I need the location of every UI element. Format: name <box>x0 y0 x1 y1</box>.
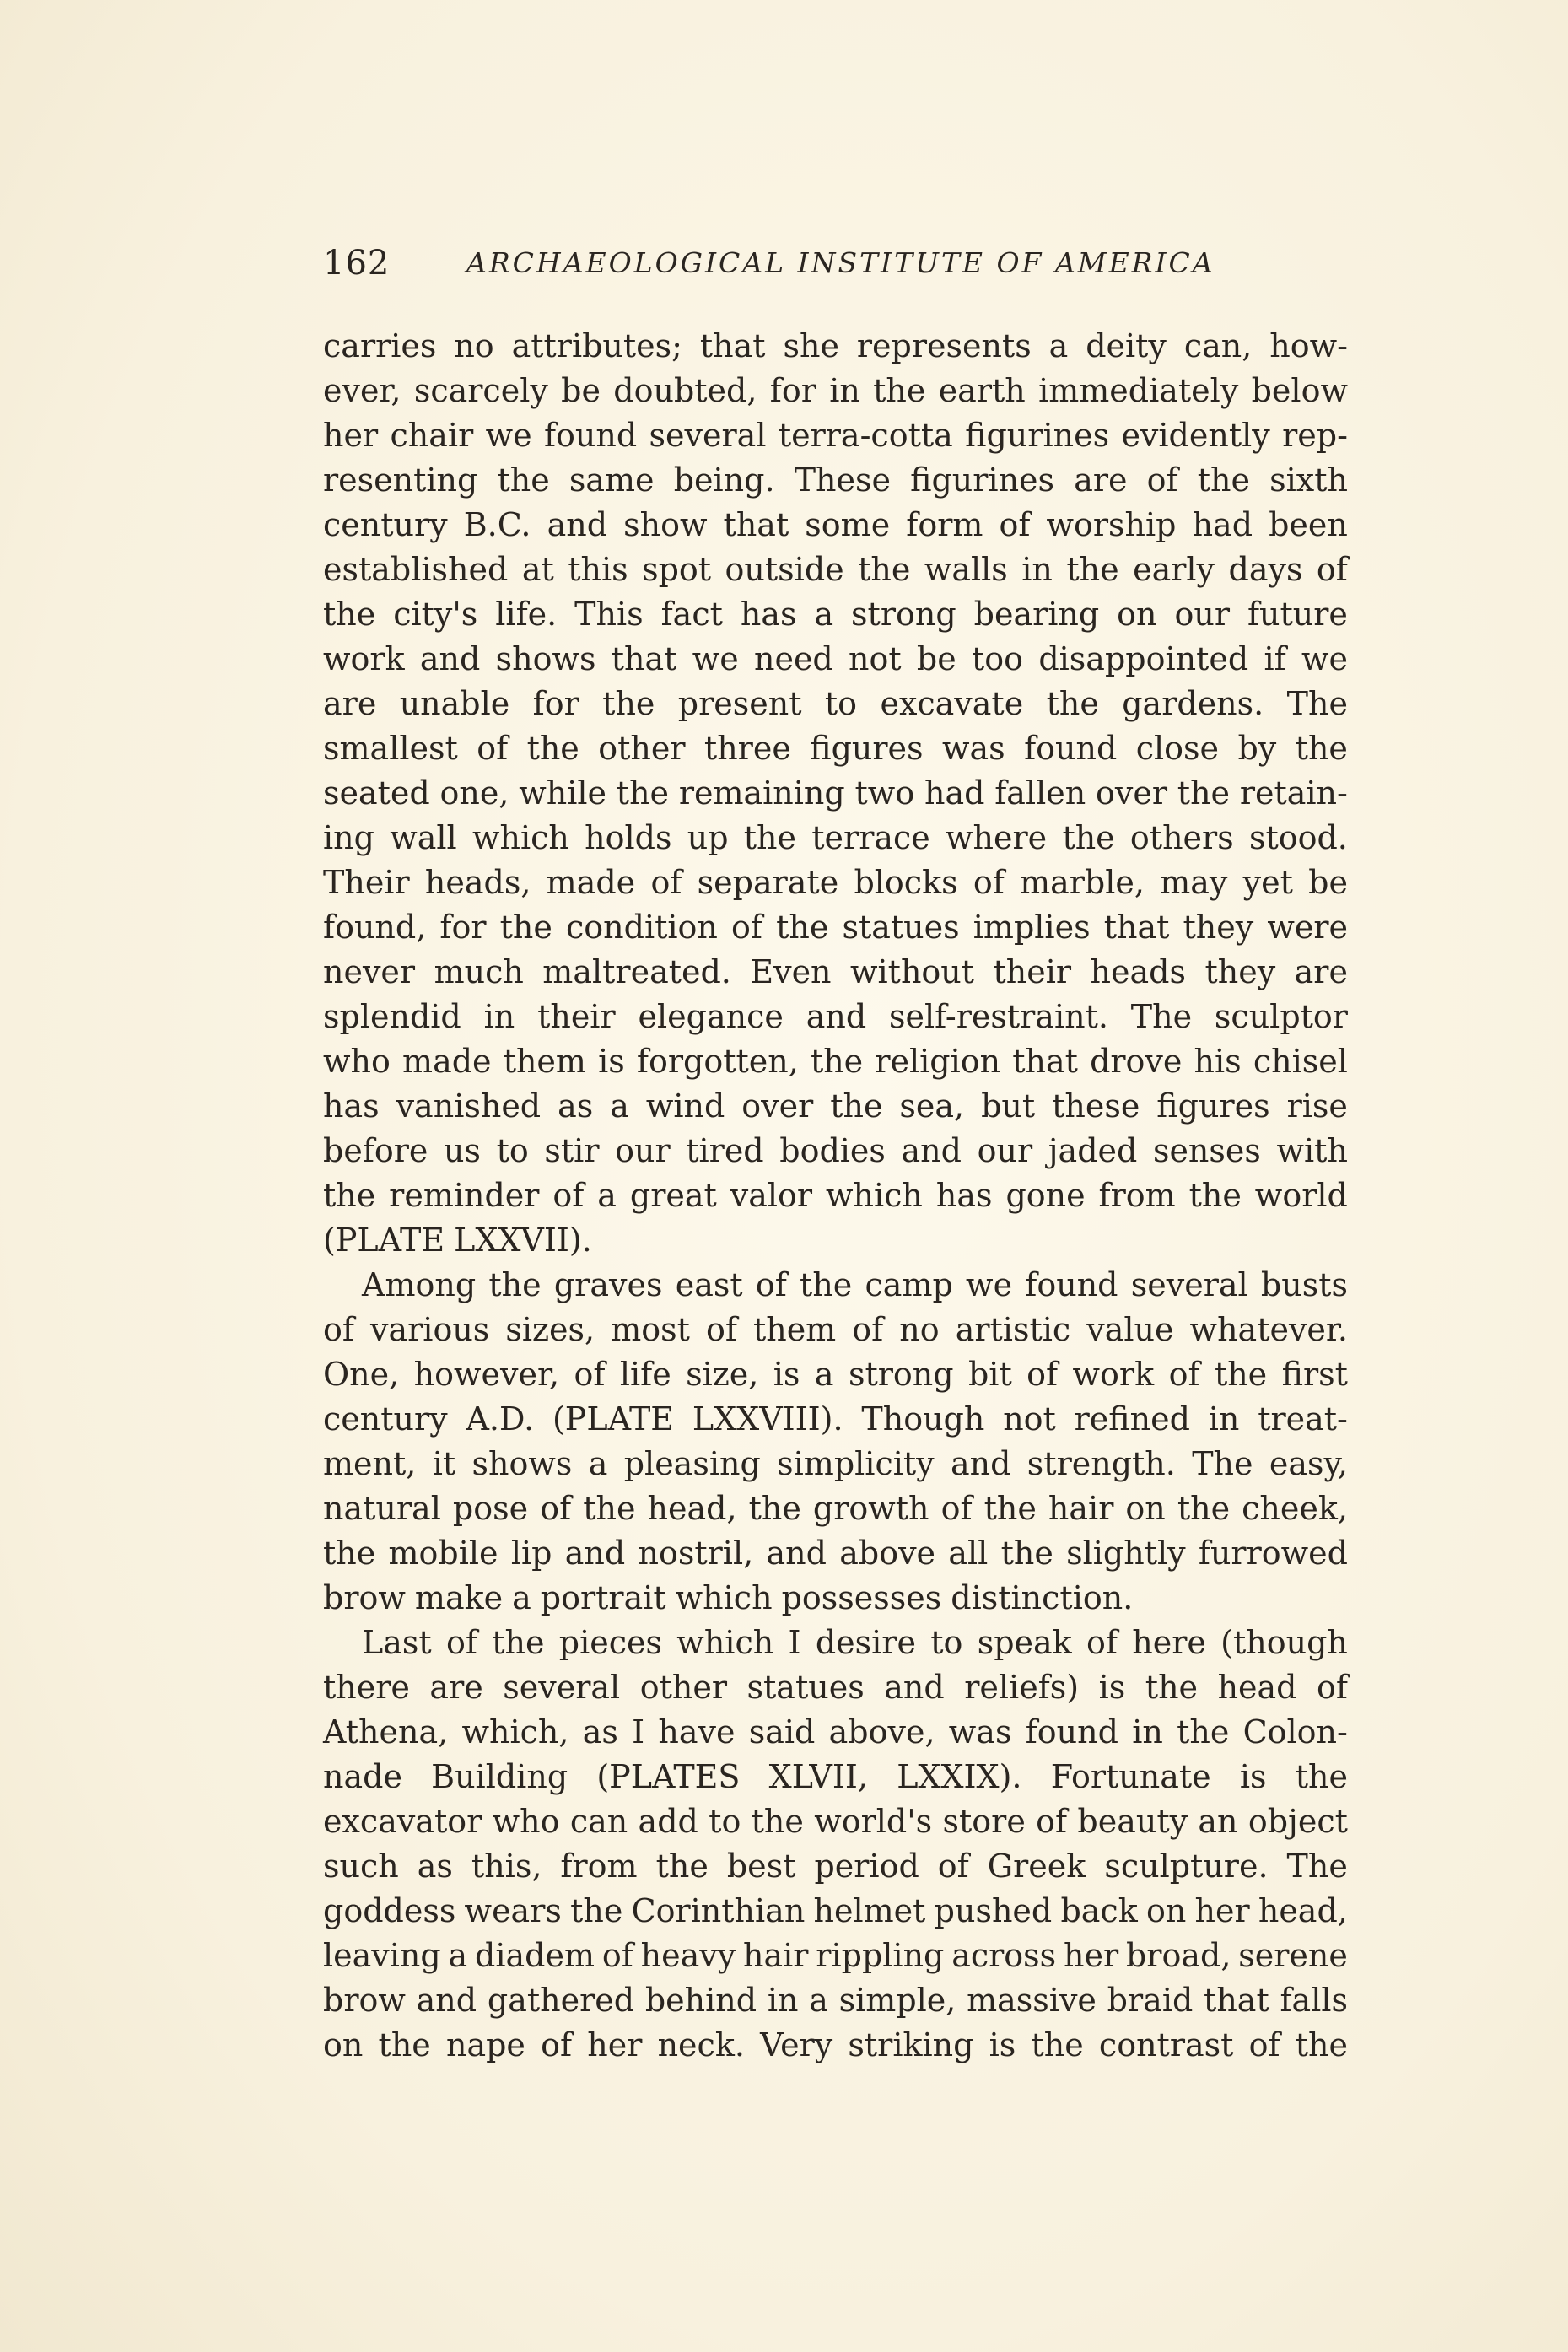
text-line: such as this, from the best period of Greek sculpture. The <box>323 1848 1348 1885</box>
text-line: smallest of the other three figures was found close by the <box>323 730 1348 767</box>
text-line: century A.D. (PLATE LXXVIII). Though not refined in treat- <box>323 1400 1348 1438</box>
text-line: established at this spot outside the walls in the early days of <box>323 551 1348 588</box>
text-line: Athena, which, as I have said above, was found in the Colon- <box>323 1713 1348 1751</box>
text-line: the reminder of a great valor which has gone from the world <box>323 1177 1348 1214</box>
text-line: century B.C. and show that some form of worship had been <box>323 506 1348 543</box>
text-line: Their heads, made of separate blocks of marble, may yet be <box>323 864 1348 901</box>
text-line: nade Building (PLATES XLVII, LXXIX). Fortunate is the <box>323 1758 1348 1795</box>
text-line: of various sizes, most of them of no artistic value whatever. <box>323 1311 1348 1348</box>
text-line: who made them is forgotten, the religion that drove his chisel <box>323 1043 1348 1080</box>
text-line: the city's life. This fact has a strong bearing on our future <box>323 596 1348 633</box>
text-line: Last of the pieces which I desire to speak of here (though <box>362 1624 1348 1661</box>
page-number: 162 <box>323 244 391 283</box>
text-line: has vanished as a wind over the sea, but these figures rise <box>323 1087 1348 1125</box>
text-line: splendid in their elegance and self-restraint. The sculptor <box>323 998 1348 1035</box>
text-line: ing wall which holds up the terrace where the others stood. <box>323 819 1348 856</box>
text-line: before us to stir our tired bodies and our jaded senses with <box>323 1132 1348 1169</box>
text-line: on the nape of her neck. Very striking is the contrast of the <box>323 2026 1348 2063</box>
text-line: brow and gathered behind in a simple, massive braid that falls <box>323 1982 1348 2019</box>
text-line: brow make a portrait which possesses distinction. <box>323 1579 1134 1616</box>
text-line: the mobile lip and nostril, and above all the slightly furrowed <box>323 1535 1348 1572</box>
text-line: leaving a diadem of heavy hair rippling across her broad, serene <box>323 1937 1348 1974</box>
text-line: work and shows that we need not be too disappointed if we <box>323 640 1348 677</box>
text-line: excavator who can add to the world's store of beauty an object <box>323 1803 1348 1840</box>
text-line: goddess wears the Corinthian helmet pushed back on her head, <box>323 1892 1348 1929</box>
text-line: carries no attributes; that she represents a deity can, how- <box>323 327 1348 364</box>
text-line: ment, it shows a pleasing simplicity and strength. The easy, <box>323 1445 1348 1482</box>
text-line: ever, scarcely be doubted, for in the earth immediately below <box>323 372 1348 409</box>
text-line: One, however, of life size, is a strong bit of work of the first <box>323 1356 1348 1393</box>
text-line: found, for the condition of the statues implies that they were <box>323 909 1348 946</box>
body-text <box>323 324 1348 2068</box>
text-line: resenting the same being. These figurines are of the sixth <box>323 461 1348 499</box>
text-line: natural pose of the head, the growth of the hair on the cheek, <box>323 1490 1348 1527</box>
text-line: seated one, while the remaining two had fallen over the retain- <box>323 774 1348 812</box>
page-header <box>323 238 1348 289</box>
text-line: there are several other statues and reliefs) is the head of <box>323 1669 1348 1706</box>
running-title: ARCHAEOLOGICAL INSTITUTE OF AMERICA <box>466 246 1215 279</box>
text-line: her chair we found several terra-cotta figurines evidently rep- <box>323 417 1348 454</box>
text-line: never much maltreated. Even without their heads they are <box>323 953 1348 990</box>
text-line: are unable for the present to excavate the gardens. The <box>323 685 1348 722</box>
text-line: Among the graves east of the camp we found several busts <box>362 1266 1348 1303</box>
text-line: (PLATE LXXVII). <box>323 1222 592 1259</box>
